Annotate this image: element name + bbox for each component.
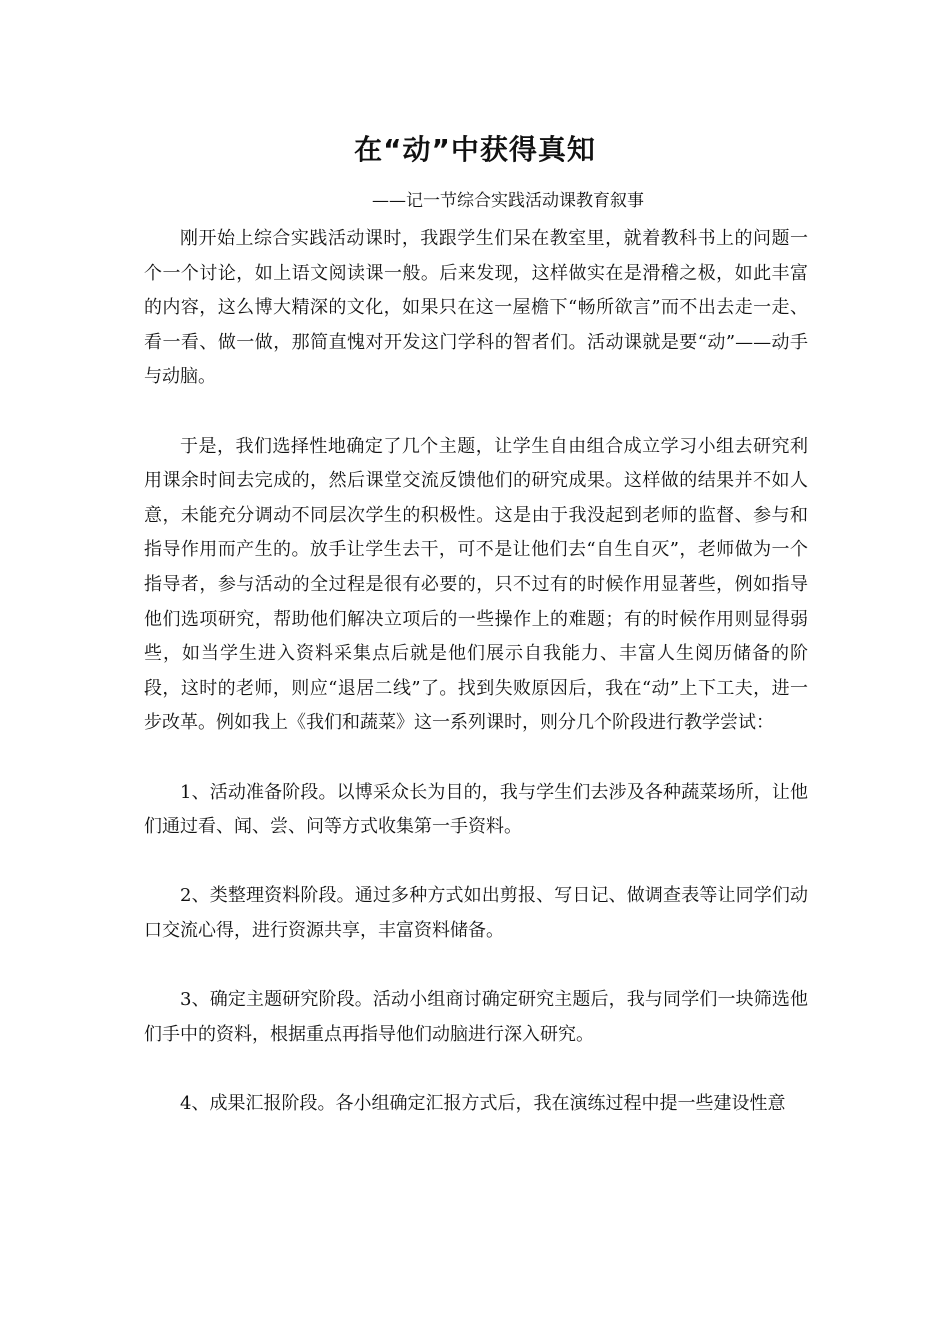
paragraph-stage-4: 4、成果汇报阶段。各小组确定汇报方式后，我在演练过程中提一些建设性意 — [180, 1092, 786, 1114]
paragraph-stage-3: 3、确定主题研究阶段。活动小组商讨确定研究主题后，我与同学们一块筛选他们手中的资料，根据重点再指导他们动脑进行深入研究。 — [144, 989, 808, 1045]
paragraph-intro: 刚开始上综合实践活动课时，我跟学生们呆在教室里，就着教科书上的问题一个一个讨论，如上语文阅读课一般。后来发现，这样做实在是滑稽之极，如此丰富的内容，这么博大精深的文化，如果只在这一屋檐下“畅所欲言”而不出去走一走、看一看、做一做，那简直愧对开发这门学科的智者们。活动课就是要“动”——动手与动脑。 — [144, 228, 808, 388]
paragraph-stage-1: 1、活动准备阶段。以博采众长为目的，我与学生们去涉及各种蔬菜场所，让他们通过看、闻、尝、问等方式收集第一手资料。 — [144, 781, 808, 838]
paragraph-stage-2: 2、类整理资料阶段。通过多种方式如出剪报、写日记、做调查表等让同学们动口交流心得，进行资源共享，丰富资料储备。 — [144, 885, 808, 941]
paragraph-reform: 于是，我们选择性地确定了几个主题，让学生自由组合成立学习小组去研究利用课余时间去完成的，然后课堂交流反馈他们的研究成果。这样做的结果并不如人意，未能充分调动不同层次学生的积极性。这是由于我没起到老师的监督、参与和指导作用而产生的。放手让学生去干，可不是让他们去“自生自灭”，老师做为一个指导者，参与活动的全过程是很有必要的，只不过有的时候作用显著些，例如指导他们选项研究，帮助他们解决立项后的一些操作上的难题；有的时候作用则显得弱些，如当学生进入资料采集点后就是他们展示自我能力、丰富人生阅历储备的阶段，这时的老师，则应“退居二线”了。找到失败原因后，我在“动”上下工夫，进一步改革。例如我上《我们和蔬菜》这一系列课时，则分几个阶段进行教学尝试： — [144, 435, 808, 734]
document-subtitle: ——记一节综合实践活动课教育叙事 — [372, 191, 644, 211]
document-title: 在“动”中获得真知 — [354, 133, 596, 166]
document-body — [144, 222, 808, 1121]
